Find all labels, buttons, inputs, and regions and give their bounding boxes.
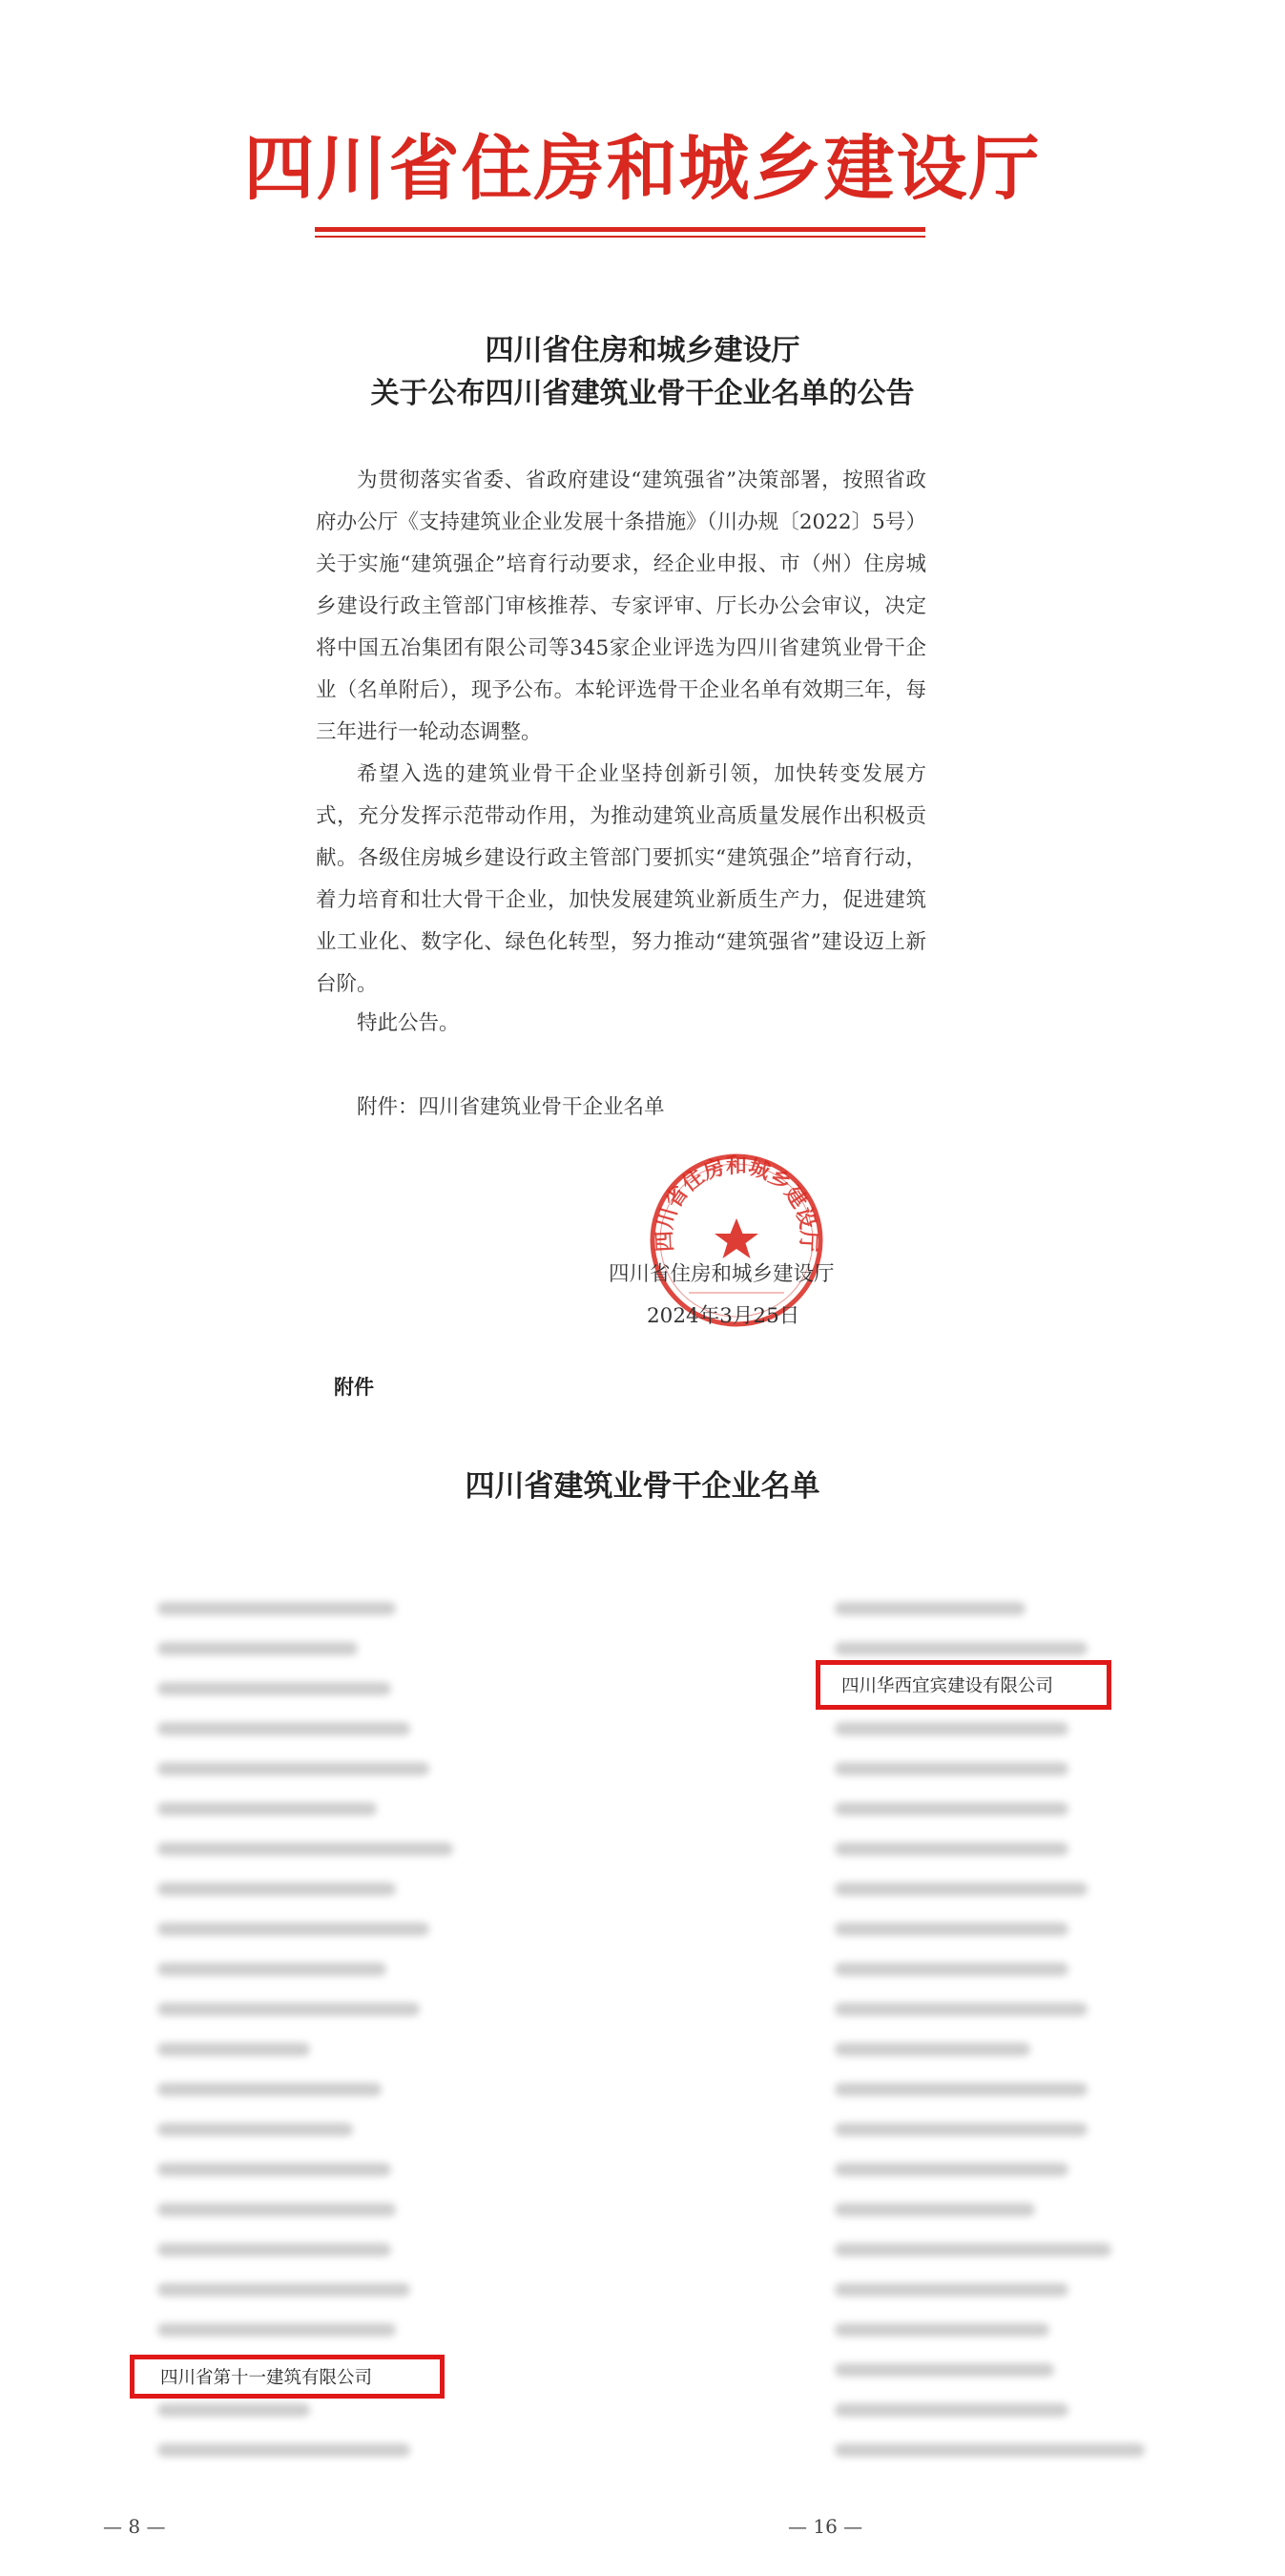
- list-item: [835, 1989, 1145, 2029]
- list-item: [157, 1869, 453, 1909]
- list-item: [157, 2069, 453, 2109]
- letterhead-rule-thick: [315, 227, 925, 232]
- list-item: [157, 2150, 453, 2190]
- highlight-company-left-text: 四川省第十一建筑有限公司: [160, 2368, 373, 2388]
- announcement-paragraph-2: 希望入选的建筑业骨干企业坚持创新引领，加快转变发展方式，充分发挥示范带动作用，为推动建筑业高质量发展作出积极贡献。各级住房城乡建设行政主管部门要抓实“建筑强企”培育行动，着力培育和壮大骨干企业，加快发展建筑业新质生产力，促进建筑业工业化、数字化、绿色化转型，努力推动“建筑强省”建设迈上新台阶。: [316, 762, 926, 996]
- letterhead-title: 四川省住房和城乡建设厅: [243, 128, 1042, 210]
- list-item: [157, 1949, 453, 1989]
- highlight-company-right: [816, 1660, 1111, 1710]
- list-item: [157, 2230, 453, 2270]
- list-item: [157, 1589, 453, 1629]
- list-item: [157, 1789, 453, 1829]
- announcement-title-line2: 关于公布四川省建筑业骨干企业名单的公告: [370, 377, 915, 410]
- company-list-right: [835, 1589, 1145, 2470]
- letterhead-rule-thin: [315, 236, 925, 238]
- list-item: [157, 1829, 453, 1869]
- list-item: [157, 1669, 453, 1709]
- attachment-note: 附件：四川省建筑业骨干企业名单: [357, 1095, 665, 1119]
- list-item: [157, 2270, 453, 2310]
- list-item: [835, 2109, 1145, 2150]
- list-item: [835, 1909, 1145, 1949]
- list-item: [835, 1949, 1145, 1989]
- company-list-left: [157, 1589, 453, 2470]
- list-item: [157, 2190, 453, 2230]
- list-item: [157, 2310, 453, 2350]
- page-number-left: — 8 —: [103, 2515, 166, 2538]
- announcement-closing: 特此公告。: [357, 1011, 460, 1035]
- seal-star-icon: [715, 1218, 758, 1258]
- page-number-right: — 16 —: [788, 2515, 863, 2538]
- list-item: [835, 1829, 1145, 1869]
- list-item: [835, 2390, 1145, 2430]
- list-item: [835, 2150, 1145, 2190]
- list-item: [835, 2029, 1145, 2069]
- list-item: [835, 2430, 1145, 2470]
- list-item: [157, 2029, 453, 2069]
- list-item: [835, 2190, 1145, 2230]
- highlight-company-right-text: 四川华西宜宾建设有限公司: [841, 1676, 1054, 1696]
- announcement-title-line1: 四川省住房和城乡建设厅: [485, 334, 800, 367]
- list-item: [157, 1749, 453, 1789]
- list-item: [157, 2109, 453, 2150]
- signature-date: 2024年3月25日: [647, 1304, 800, 1328]
- list-item: [835, 2230, 1145, 2270]
- list-item: [157, 2430, 453, 2470]
- list-item: [157, 1709, 453, 1749]
- attachment-list-title: 四川省建筑业骨干企业名单: [465, 1469, 820, 1504]
- list-item: [835, 1749, 1145, 1789]
- announcement-paragraph-1: 为贯彻落实省委、省政府建设“建筑强省”决策部署，按照省政府办公厅《支持建筑业企业发展十条措施》（川办规〔2022〕5号）关于实施“建筑强企”培育行动要求，经企业申报、市（州）住房城乡建设行政主管部门审核推荐、专家评审、厅长办公会审议，决定将中国五冶集团有限公司等345家企业评选为四川省建筑业骨干企业（名单附后），现予公布。本轮评选骨干企业名单有效期三年，每三年进行一轮动态调整。: [316, 468, 926, 744]
- list-item: [835, 1589, 1145, 1629]
- list-item: [835, 1789, 1145, 1829]
- svg-text:四川省住房和城乡建设厅: 四川省住房和城乡建设厅: [653, 1154, 820, 1253]
- list-item: [835, 1869, 1145, 1909]
- list-item: [835, 2270, 1145, 2310]
- signature-org: 四川省住房和城乡建设厅: [609, 1262, 835, 1286]
- list-item: [157, 1989, 453, 2029]
- list-item: [835, 1709, 1145, 1749]
- list-item: [835, 2069, 1145, 2109]
- list-item: [835, 2310, 1145, 2350]
- attachment-label: 附件: [334, 1376, 374, 1399]
- list-item: [835, 2350, 1145, 2390]
- list-item: [157, 1909, 453, 1949]
- list-item: [157, 1629, 453, 1669]
- highlight-company-left: [130, 2355, 445, 2399]
